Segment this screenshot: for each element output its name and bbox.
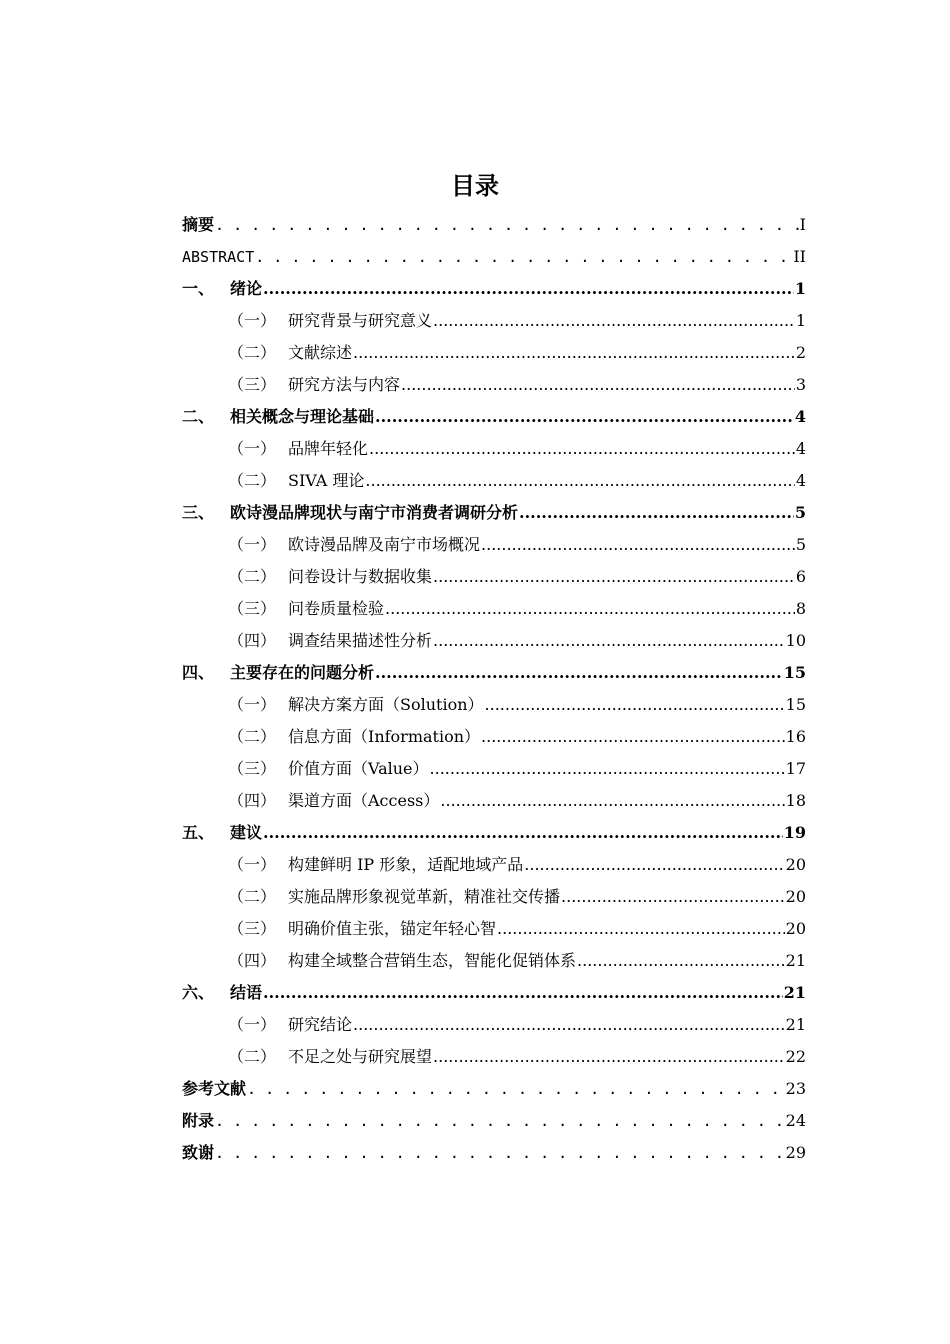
toc-entry[interactable] [182,747,806,779]
toc-entry-page-number: 20 [785,919,806,938]
toc-entry[interactable] [182,939,806,971]
toc-entry-page-number: 6 [795,567,806,586]
toc-entry-page-number: 5 [795,535,806,554]
toc-entry-title: 研究结论 [288,1015,353,1034]
toc-entry[interactable] [182,971,806,1003]
toc-entry[interactable] [182,907,806,939]
toc-entry-page-number: 20 [785,887,806,906]
toc-entry-title: SIVA 理论 [288,471,365,490]
toc-entry-number: （一） [228,535,277,554]
table-of-contents [182,203,806,1163]
toc-dot-leader [481,727,785,747]
toc-entry-number: （二） [228,887,277,906]
toc-dot-leader [215,1111,785,1131]
toc-dot-leader [247,1079,785,1099]
toc-dot-leader [353,343,795,363]
toc-entry-title: 欧诗漫品牌现状与南宁市消费者调研分析 [230,503,519,522]
toc-entry[interactable] [182,843,806,875]
toc-entry-number: 一、 [182,279,215,298]
toc-entry-number: 五、 [182,823,215,842]
toc-entry[interactable] [182,587,806,619]
toc-entry[interactable] [182,1035,806,1067]
toc-entry[interactable] [182,331,806,363]
toc-entry-number: （三） [228,919,277,938]
toc-entry[interactable] [182,235,806,267]
toc-dot-leader [519,503,794,523]
toc-entry-title: 问卷质量检验 [288,599,385,618]
toc-dot-leader [430,759,785,779]
toc-entry[interactable] [182,1099,806,1131]
toc-entry[interactable] [182,363,806,395]
toc-dot-leader [369,439,795,459]
toc-entry-page-number: 15 [785,695,806,714]
toc-entry[interactable] [182,491,806,523]
toc-entry-title: 品牌年轻化 [288,439,369,458]
toc-entry-title: 渠道方面（Access） [288,791,440,810]
toc-entry-title: 不足之处与研究展望 [288,1047,433,1066]
toc-entry-page-number: 4 [795,471,806,490]
toc-dot-leader [375,407,794,427]
toc-entry-title: 附录 [182,1111,215,1130]
toc-entry-title: 绪论 [230,279,263,298]
toc-entry-number: （一） [228,1015,277,1034]
toc-entry-number: （三） [228,759,277,778]
toc-dot-leader [485,695,785,715]
toc-entry-page-number: 17 [785,759,806,778]
toc-entry[interactable] [182,395,806,427]
toc-entry-page-number: 23 [785,1079,806,1098]
toc-entry-number: 六、 [182,983,215,1002]
toc-entry-title: 摘要 [182,215,215,234]
toc-entry[interactable] [182,459,806,491]
toc-entry-page-number: 4 [795,439,806,458]
toc-entry-number: （一） [228,695,277,714]
toc-entry-page-number: I [799,215,806,234]
toc-entry-title: 文献综述 [288,343,353,362]
toc-entry-title: 欧诗漫品牌及南宁市场概况 [288,535,481,554]
toc-entry-number: （三） [228,375,277,394]
toc-entry-title: 研究背景与研究意义 [288,311,433,330]
toc-entry-page-number: 2 [795,343,806,362]
toc-entry-page-number: 15 [783,663,806,682]
toc-dot-leader [433,311,795,331]
toc-dot-leader [375,663,783,683]
toc-entry-number: （三） [228,599,277,618]
toc-dot-leader [401,375,795,395]
toc-dot-leader [524,855,784,875]
toc-dot-leader [433,631,785,651]
toc-entry[interactable] [182,203,806,235]
toc-entry-title: 研究方法与内容 [288,375,401,394]
toc-dot-leader [263,279,794,299]
toc-entry-title: 主要存在的问题分析 [230,663,375,682]
toc-entry-number: （二） [228,343,277,362]
toc-dot-leader [385,599,795,619]
toc-dot-leader [561,887,785,907]
toc-entry-number: 三、 [182,503,215,522]
toc-entry-page-number: 24 [785,1111,806,1130]
toc-entry-page-number: 21 [785,1015,806,1034]
toc-dot-leader [215,1143,785,1163]
toc-entry[interactable] [182,1003,806,1035]
toc-entry-number: （一） [228,311,277,330]
toc-entry-page-number: 3 [795,375,806,394]
toc-entry-number: （一） [228,855,277,874]
toc-entry-page-number: 5 [794,503,806,522]
toc-entry-number: 二、 [182,407,215,426]
toc-entry[interactable] [182,779,806,811]
toc-dot-leader [433,1047,785,1067]
toc-entry[interactable] [182,1067,806,1099]
toc-entry[interactable] [182,651,806,683]
toc-entry[interactable] [182,1131,806,1163]
toc-entry-number: （四） [228,631,277,650]
toc-entry-title: 实施品牌形象视觉革新，精准社交传播 [288,887,561,906]
toc-entry[interactable] [182,619,806,651]
toc-entry-number: （四） [228,791,277,810]
toc-entry[interactable] [182,267,806,299]
toc-entry-title: 结语 [230,983,263,1002]
toc-entry-page-number: 19 [783,823,806,842]
toc-entry-title: 问卷设计与数据收集 [288,567,433,586]
toc-entry-page-number: II [793,247,806,266]
toc-entry-title: 明确价值主张，锚定年轻心智 [288,919,497,938]
toc-dot-leader [255,247,792,267]
toc-dot-leader [263,823,783,843]
toc-entry-number: （四） [228,951,277,970]
toc-dot-leader [440,791,784,811]
toc-entry-title: 相关概念与理论基础 [230,407,375,426]
toc-entry-page-number: 10 [785,631,806,650]
toc-dot-leader [353,1015,785,1035]
toc-entry-title: 参考文献 [182,1079,247,1098]
toc-entry-number: （二） [228,1047,277,1066]
toc-entry[interactable] [182,683,806,715]
toc-entry-page-number: 18 [785,791,806,810]
toc-entry-page-number: 29 [785,1143,806,1162]
toc-entry-title: ABSTRACT [182,248,255,266]
page-title: 目录 [451,172,499,200]
toc-entry[interactable] [182,299,806,331]
toc-entry[interactable] [182,427,806,459]
toc-dot-leader [263,983,783,1003]
toc-entry[interactable] [182,715,806,747]
toc-entry-title: 构建全域整合营销生态，智能化促销体系 [288,951,577,970]
toc-dot-leader [481,535,795,555]
toc-entry-number: （二） [228,567,277,586]
toc-dot-leader [365,471,794,491]
toc-entry-title: 价值方面（Value） [288,759,429,778]
toc-entry-number: 四、 [182,663,215,682]
toc-entry[interactable] [182,875,806,907]
toc-entry-page-number: 16 [785,727,806,746]
toc-entry-number: （二） [228,727,277,746]
toc-entry-page-number: 4 [794,407,806,426]
toc-entry-title: 信息方面（Information） [288,727,481,746]
toc-entry-page-number: 20 [785,855,806,874]
toc-entry-page-number: 21 [783,983,806,1002]
toc-entry-page-number: 1 [794,279,806,298]
toc-entry-title: 解决方案方面（Solution） [288,695,484,714]
toc-entry-title: 调查结果描述性分析 [288,631,433,650]
toc-entry-title: 致谢 [182,1143,215,1162]
toc-entry[interactable] [182,555,806,587]
toc-entry-page-number: 8 [795,599,806,618]
toc-entry[interactable] [182,811,806,843]
toc-entry[interactable] [182,523,806,555]
toc-entry-page-number: 22 [785,1047,806,1066]
toc-entry-number: （一） [228,439,277,458]
toc-entry-page-number: 21 [785,951,806,970]
toc-dot-leader [497,919,785,939]
toc-entry-page-number: 1 [795,311,806,330]
toc-entry-number: （二） [228,471,277,490]
toc-dot-leader [433,567,795,587]
toc-dot-leader [577,951,785,971]
toc-entry-title: 构建鲜明 IP 形象，适配地域产品 [288,855,524,874]
toc-dot-leader [215,215,799,235]
toc-entry-title: 建议 [230,823,263,842]
